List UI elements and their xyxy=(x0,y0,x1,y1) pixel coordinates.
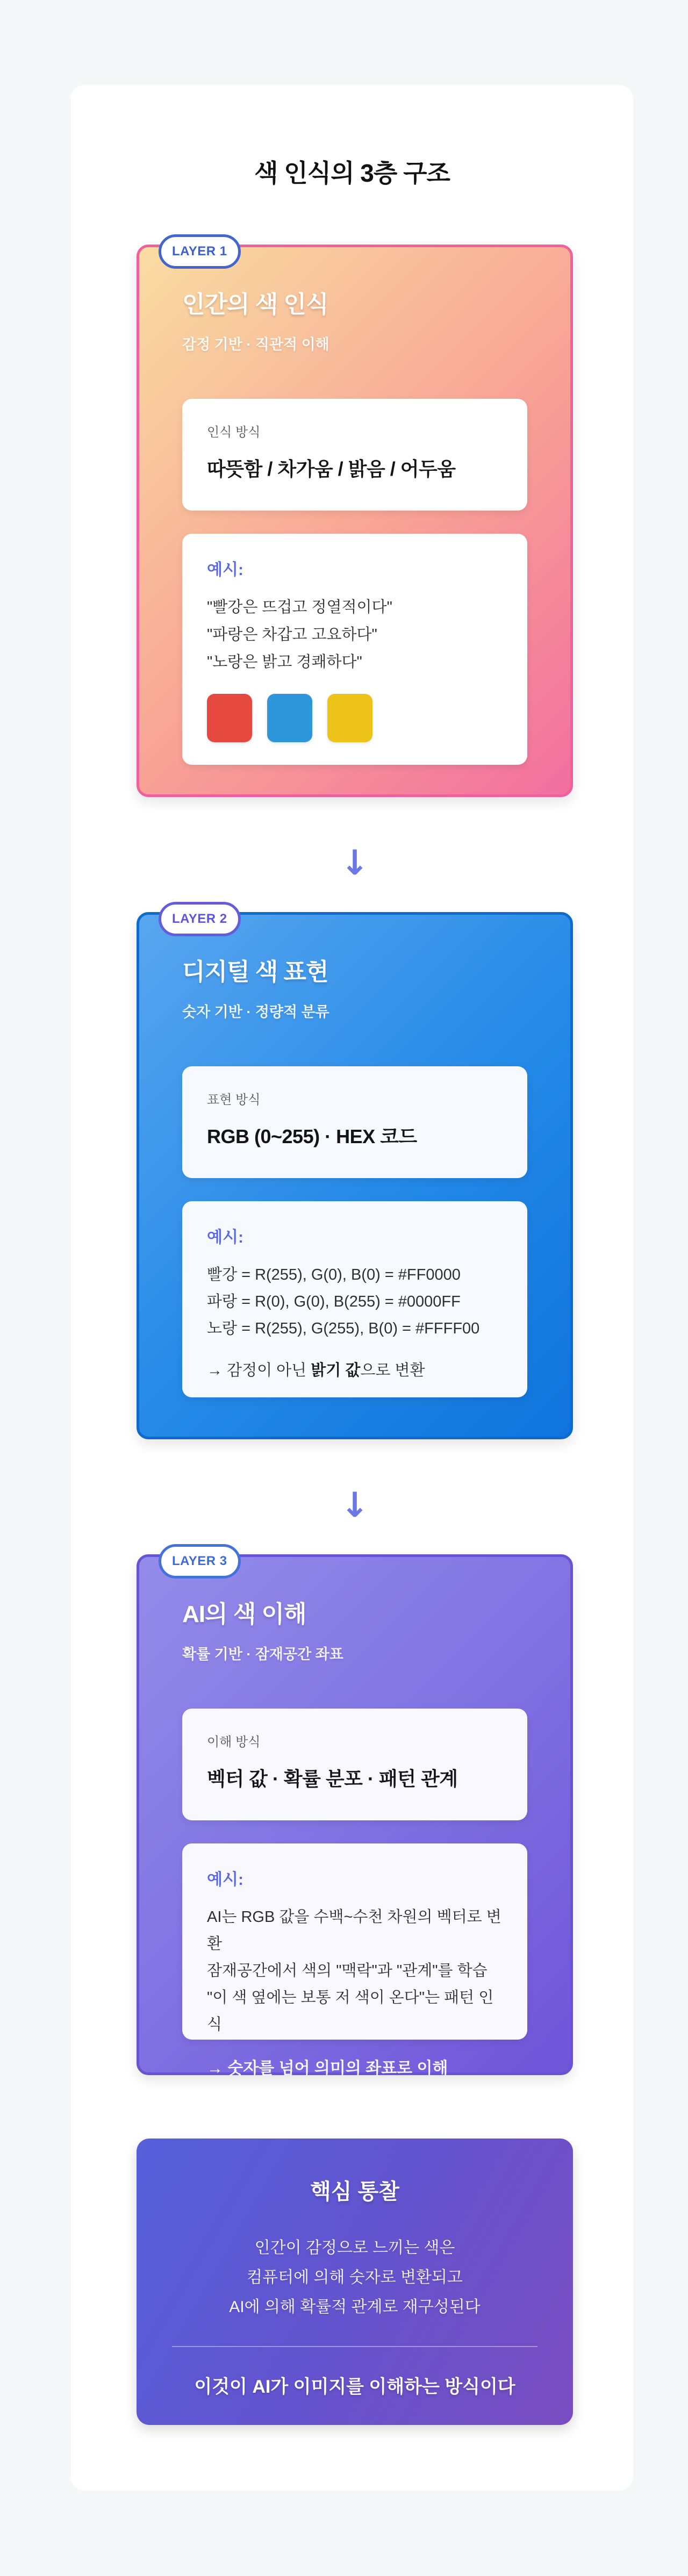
arrow-row-1 xyxy=(137,844,573,882)
example-line: 잠재공간에서 색의 "맥락"과 "관계"를 학습 xyxy=(207,1962,488,1979)
layer3-badge xyxy=(159,1544,241,1578)
example-line: 빨강 = R(255), G(0), B(0) = #FF0000 xyxy=(207,1266,461,1283)
blue-swatch xyxy=(267,694,312,742)
layer1-title: 인간의 색 인식 xyxy=(182,291,328,318)
layer1-badge-label: LAYER 1 xyxy=(172,244,227,259)
layer2-method-box xyxy=(182,1066,527,1178)
layer1-badge xyxy=(159,234,241,269)
layer2-method-label: 표현 방식 xyxy=(207,1093,261,1107)
layer1-subtitle: 감정 기반 · 직관적 이해 xyxy=(182,336,329,353)
content-panel xyxy=(71,85,633,2491)
example-line: "빨강은 뜨겁고 정열적이다" xyxy=(207,599,392,616)
example-line: "이 색 옆에는 보통 저 색이 온다"는 패턴 인식 xyxy=(207,1989,494,2033)
layer3-example-label: 예시: xyxy=(207,1871,243,1889)
insight-title: 핵심 통찰 xyxy=(310,2180,399,2204)
layer1-method-label: 인식 방식 xyxy=(207,425,261,440)
insight-conclusion: 이것이 AI가 이미지를 이해하는 방식이다 xyxy=(194,2377,515,2397)
layer2-card xyxy=(137,912,573,1439)
layer1-example-label: 예시: xyxy=(207,561,243,579)
layer3-card xyxy=(137,1554,573,2075)
layer3-badge-label: LAYER 3 xyxy=(172,1554,227,1568)
example-line: "노랑은 밝고 경쾌하다" xyxy=(207,654,362,671)
arrow-row-2 xyxy=(137,1487,573,1524)
layer2-example-lines xyxy=(207,1261,503,1342)
layer2-method-value: RGB (0~255) · HEX 코드 xyxy=(207,1125,417,1147)
down-arrow-icon: ↓ xyxy=(340,843,369,883)
layer2-badge-label: LAYER 2 xyxy=(172,912,227,926)
example-line: 노랑 = R(255), G(255), B(0) = #FFFF00 xyxy=(207,1320,480,1337)
page-title: 색 인식의 3층 구조 xyxy=(254,159,450,187)
layer3-example-lines xyxy=(207,1904,503,2038)
insight-line: AI에 의해 확률적 관계로 재구성된다 xyxy=(229,2298,481,2316)
insight-line: 인간이 감정으로 느끼는 색은 xyxy=(254,2239,455,2257)
layer2-subtitle: 숫자 기반 · 정량적 분류 xyxy=(182,1004,329,1020)
example-line: 파랑 = R(0), G(0), B(255) = #0000FF xyxy=(207,1293,461,1310)
layer2-example-box xyxy=(182,1201,527,1397)
layer2-title: 디지털 색 표현 xyxy=(182,959,328,985)
example-line: AI는 RGB 값을 수백~수천 차원의 벡터로 변환 xyxy=(207,1908,501,1953)
layer2-example-label: 예시: xyxy=(207,1229,243,1246)
down-arrow-icon: ↓ xyxy=(340,1486,369,1525)
layer2-example-note: → 감정이 아닌 밝기 값으로 변환 xyxy=(207,1362,425,1379)
layer3-example-note: → 숫자를 넘어 의미의 좌표로 이해 xyxy=(207,2060,448,2077)
layer3-title: AI의 색 이해 xyxy=(182,1601,306,1627)
insight-line: 컴퓨터에 의해 숫자로 변환되고 xyxy=(247,2269,463,2286)
layer1-method-box xyxy=(182,399,527,511)
divider xyxy=(172,2346,538,2347)
insight-lines xyxy=(172,2233,538,2322)
example-line: "파랑은 차갑고 고요하다" xyxy=(207,626,377,643)
layer2-badge xyxy=(159,902,241,936)
layer3-method-box xyxy=(182,1709,527,1820)
layer1-example-box xyxy=(182,534,527,765)
layers-stack xyxy=(137,245,573,2425)
layer1-method-value: 따뜻함 / 차가움 / 밝음 / 어두움 xyxy=(207,458,456,480)
color-swatches xyxy=(207,694,503,742)
layer1-example-lines xyxy=(207,594,503,676)
layer3-example-box xyxy=(182,1843,527,2077)
layer3-subtitle: 확률 기반 · 잠재공간 좌표 xyxy=(182,1646,343,1662)
layer3-method-value: 벡터 값 · 확률 분포 · 패턴 관계 xyxy=(207,1768,458,1790)
layer1-card xyxy=(137,245,573,797)
insight-card xyxy=(137,2139,573,2425)
layer3-method-label: 이해 방식 xyxy=(207,1735,261,1749)
red-swatch xyxy=(207,694,252,742)
yellow-swatch xyxy=(327,694,372,742)
